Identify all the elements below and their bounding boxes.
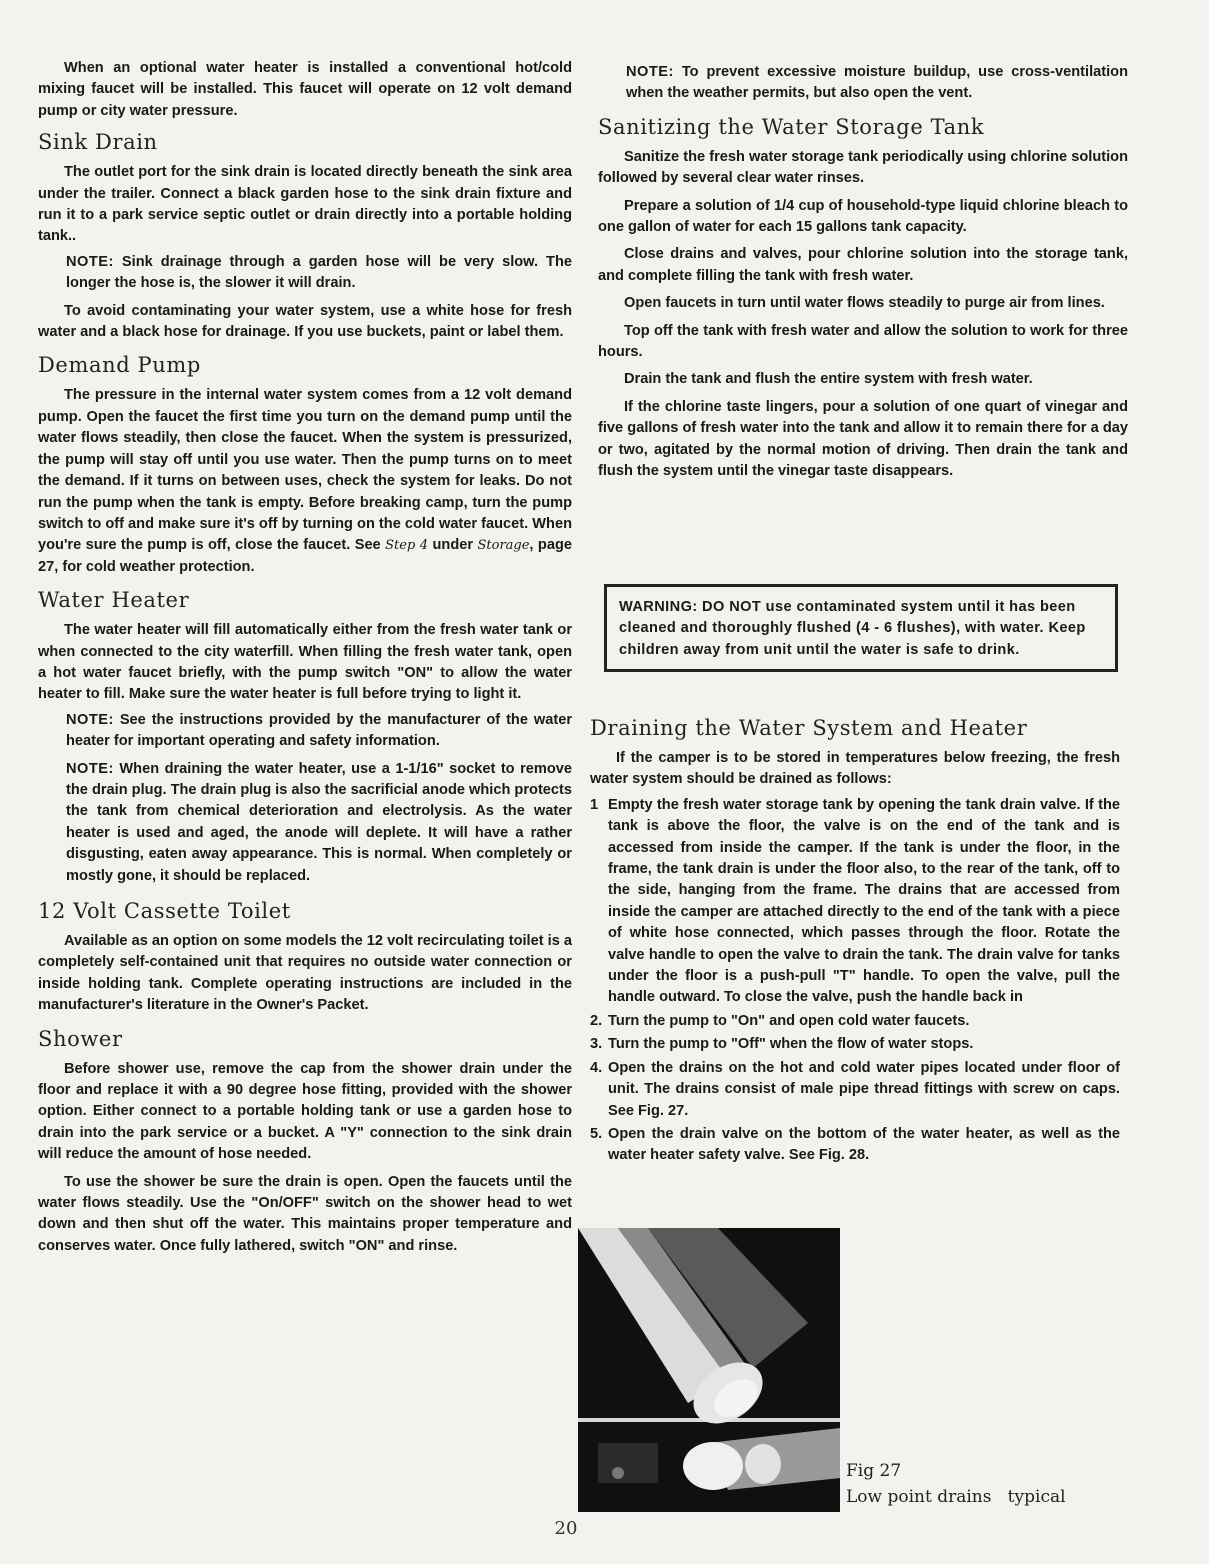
warning-box: WARNING: DO NOT use contaminated system until it has been cleaned and thoroughly flushed (4 - 6 flushes), with water. Keep children away from unit until the water is safe to drink. <box>604 584 1118 672</box>
step-number: 4. <box>590 1059 603 1076</box>
page-number: 20 <box>554 1518 578 1539</box>
note-text: To prevent excessive moisture buildup, use cross-ventilation when the weather permits, but also open the vent. <box>626 64 1128 102</box>
ventilation-note <box>626 62 1128 105</box>
low-point-drains-photo <box>578 1228 840 1512</box>
note-label: NOTE: <box>66 253 114 270</box>
note-label: NOTE: <box>626 64 674 80</box>
left-column <box>38 58 572 1257</box>
water-heater-faucet-intro: When an optional water heater is installed a conventional hot/cold mixing faucet will be installed. This faucet will operate on 12 volt demand pump or city water pressure. <box>38 60 572 119</box>
sanitizing-paragraph-7: If the chlorine taste lingers, pour a solution of one quart of vinegar and five gallons of fresh water into the tank and allow it to remain there for a day or two, agitated by the normal motion of driving. Then drain the tank and flush the system until the vinegar taste disappears. <box>598 398 1128 480</box>
note-text: When draining the water heater, use a 1-1/16" socket to remove the drain plug. The drain plug is also the sacrificial anode which protects the tank from chemical deterioration and electrolysis. As the water heater is used and aged, the anode will deplete. It will have a rather disgusting, eaten away appearance. This is normal. When completely or mostly gone, it should be replaced. <box>66 760 573 884</box>
figure-description: Low point drains typical <box>846 1487 1066 1507</box>
draining-intro: If the camper is to be stored in temperatures below freezing, the fresh water system should be drained as follows: <box>590 750 1120 788</box>
draining-step-2 <box>590 1011 1120 1032</box>
demand-pump-text-end: , page 27, for cold weather protection. <box>38 537 572 575</box>
sanitizing-paragraph-2: Prepare a solution of 1/4 cup of household-type liquid chlorine bleach to one gallon of water for each 15 gallons tank capacity. <box>598 197 1128 236</box>
sanitizing-paragraph-3: Close drains and valves, pour chlorine solution into the storage tank, and complete filling the tank with fresh water. <box>598 246 1128 284</box>
figure-caption <box>846 1458 1146 1510</box>
demand-pump-paragraph <box>38 385 572 578</box>
step-number: 3. <box>590 1036 603 1053</box>
step-text: Turn the pump to "On" and open cold water faucets. <box>608 1012 970 1029</box>
sanitizing-paragraph-6: Drain the tank and flush the entire system with fresh water. <box>624 371 1033 388</box>
water-heater-paragraph: The water heater will fill automatically either from the fresh water tank or when connected to the city waterfill. When filling the fresh water tank, open a hot water faucet briefly, with the pump switch "ON" to allow the water heater to fill. Make sure the water heater is full before trying to light it. <box>38 622 572 703</box>
shower-paragraph-1: Before shower use, remove the cap from the shower drain under the floor and replace it with a 90 degree hose fitting, provided with the shower option. Either connect to a portable holding tank or use a garden hose to drain into the park service or a bucket. A "Y" connection to the sink drain will reduce the amount of hose needed. <box>38 1060 572 1163</box>
step-reference: Step 4 <box>385 538 429 554</box>
demand-pump-heading: Demand Pump <box>38 353 201 378</box>
ref-connector: under <box>428 537 478 554</box>
note-text: See the instructions provided by the manufacturer of the water heater for important operating and safety information. <box>66 711 572 750</box>
step-number: 1 <box>590 796 599 813</box>
right-column-draining <box>590 716 1120 1167</box>
note-text: Sink drainage through a garden hose will be very slow. The longer the hose is, the slower it will drain. <box>66 253 572 292</box>
draining-step-5 <box>590 1124 1120 1167</box>
step-text: Empty the fresh water storage tank by opening the tank drain valve. If the tank is above the floor, the valve is on the end of the tank and is accessed from inside the camper. If the tank is under the floor, in the frame, the tank drain is under the floor also, to the rear of the tank, off to the side, hanging from the frame. The drains that are accessed from inside the camper are attached directly to the end of the tank with a piece of white hose connected, which passes through the floor. Rotate the valve handle to open the valve to drain the tank. The drain valve for tanks under the floor is a push-pull "T" handle. To open the valve, pull the handle outward. To close the valve, push the handle back in <box>608 796 1120 1006</box>
right-column-top <box>598 62 1128 483</box>
sink-drain-heading: Sink Drain <box>38 130 158 155</box>
draining-step-4 <box>590 1058 1120 1122</box>
draining-step-1 <box>590 795 1120 1009</box>
water-heater-note-1 <box>66 710 572 753</box>
draining-heading: Draining the Water System and Heater <box>590 716 1028 740</box>
water-heater-note-2 <box>66 759 572 887</box>
step-text: Turn the pump to "Off" when the flow of water stops. <box>608 1036 974 1053</box>
sink-drain-note <box>66 252 572 295</box>
step-number: 5. <box>590 1125 603 1142</box>
shower-paragraph-2: To use the shower be sure the drain is open. Open the faucets until the water flows steadily. Use the "On/OFF" switch on the shower head to wet down and then shut off the water. This maintains proper temperature and conserves water. Once fully lathered, switch "ON" and rinse. <box>38 1173 572 1254</box>
water-heater-heading: Water Heater <box>38 588 190 613</box>
draining-step-3 <box>590 1034 1120 1055</box>
hose-color-paragraph: To avoid contaminating your water system, use a white hose for fresh water and a black hose for drainage. If you use buckets, paint or label them. <box>38 302 572 341</box>
draining-steps <box>590 795 1120 1167</box>
step-text: Open the drains on the hot and cold water pipes located under floor of unit. The drains consist of male pipe thread fittings with screw on caps. See Fig. 27. <box>608 1059 1120 1119</box>
note-label: NOTE: <box>66 711 114 728</box>
toilet-heading: 12 Volt Cassette Toilet <box>38 899 291 923</box>
shower-heading: Shower <box>38 1026 123 1051</box>
drain-pipes-illustration <box>578 1228 840 1512</box>
step-text: Open the drain valve on the bottom of the water heater, as well as the water heater safety valve. See Fig. 28. <box>608 1125 1120 1164</box>
storage-reference: Storage <box>477 538 530 554</box>
sanitizing-paragraph-5: Top off the tank with fresh water and allow the solution to work for three hours. <box>598 322 1128 361</box>
toilet-paragraph: Available as an option on some models the 12 volt recirculating toilet is a completely self-contained unit that requires no outside water connection or inside holding tank. Complete operating instructions are included in the manufacturer's literature in the Owner's Packet. <box>38 933 572 1014</box>
demand-pump-text: The pressure in the internal water system comes from a 12 volt demand pump. Open the faucet the first time you turn on the demand pump until the water flows steadily, then close the faucet. When the system is pressurized, the pump will stay off until you use water. Then the pump turns on to meet the demand. If it turns on between uses, check the system for leaks. Do not run the pump when the tank is empty. Before breaking camp, turn the pump switch to off and make sure it's off by turning on the cold water faucet. When you're sure the pump is off, close the faucet. See <box>38 387 572 554</box>
sanitizing-paragraph-1: Sanitize the fresh water storage tank periodically using chlorine solution followed by several clear water rinses. <box>598 148 1128 187</box>
note-label: NOTE: <box>66 760 114 777</box>
sanitizing-paragraph-4: Open faucets in turn until water flows steadily to purge air from lines. <box>624 295 1105 312</box>
sink-drain-paragraph: The outlet port for the sink drain is located directly beneath the sink area under the trailer. Connect a black garden hose to the sink drain fixture and run it to a park service septic outlet or drain directly into a portable holding tank.. <box>38 164 572 245</box>
figure-label: Fig 27 <box>846 1461 902 1481</box>
step-number: 2. <box>590 1012 603 1029</box>
sanitizing-heading: Sanitizing the Water Storage Tank <box>598 114 985 139</box>
